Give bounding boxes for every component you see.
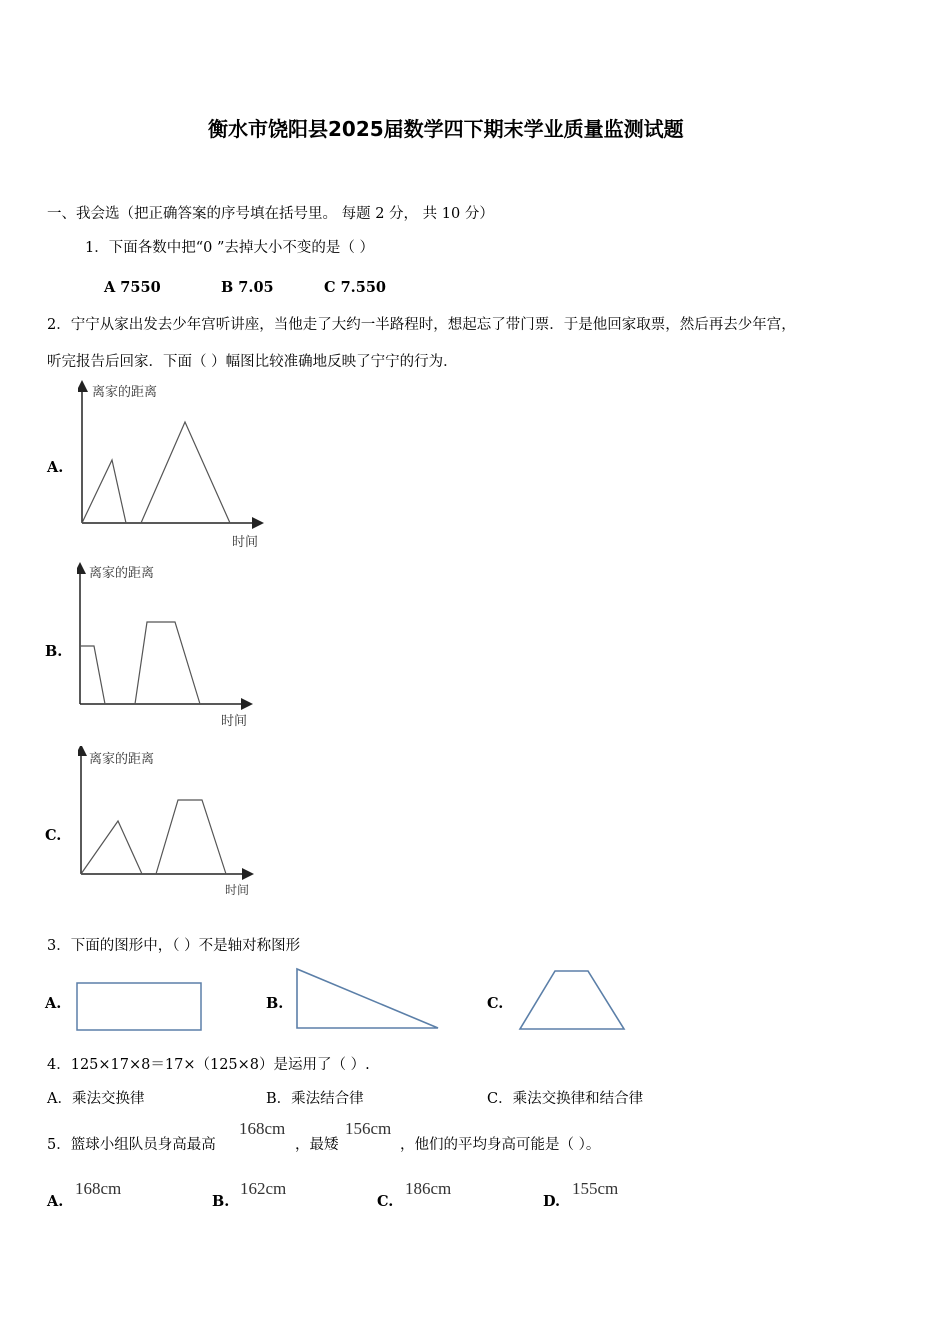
graph-line: [156, 800, 226, 874]
q5-label-b: B.: [212, 1193, 230, 1210]
q2-label-a: A.: [47, 459, 64, 476]
q3-label-a: A.: [45, 995, 62, 1012]
q4-option-a: A．乘法交换律: [47, 1091, 145, 1107]
y-axis-label: 离家的距离: [92, 385, 158, 400]
graph-line: [135, 622, 200, 704]
graph-line: [82, 460, 126, 523]
x-axis-label: 时间: [221, 714, 248, 729]
q3-label-c: C.: [487, 995, 504, 1012]
graph-a: [78, 380, 268, 552]
question-2-line-1: 2．宁宁从家出发去少年宫听讲座，当他走了大约一半路程时，想起忘了带门票．于是他回家取票，然后再去少年宫，: [47, 317, 796, 333]
q4-option-b: B．乘法结合律: [266, 1091, 364, 1107]
q5-option-c-value: 186cm: [405, 1179, 452, 1198]
graph-line: [81, 821, 142, 874]
graph-line: [80, 646, 105, 704]
q5-label-c: C.: [377, 1193, 394, 1210]
q5-option-a-value: 168cm: [75, 1179, 122, 1198]
question-3-text: 3．下面的图形中，（ ）不是轴对称图形: [47, 938, 301, 954]
q2-label-b: B.: [45, 643, 63, 660]
q5-option-d-value: 155cm: [572, 1179, 619, 1198]
question-1-text: 1．下面各数中把“0 ”去掉大小不变的是（ ）: [85, 240, 374, 256]
q3-label-b: B.: [266, 995, 284, 1012]
q2-label-c: C.: [45, 827, 62, 844]
page-title: 衡水市饶阳县2025届数学四下期末学业质量监测试题: [208, 117, 684, 141]
q5-option-b-value: 162cm: [240, 1179, 287, 1198]
question-4-text: 4．125×17×8＝17×（125×8）是运用了（ ）.: [47, 1057, 370, 1073]
q5-max-height: 168cm: [239, 1119, 286, 1138]
graph-line: [141, 422, 230, 523]
q5-min-height: 156cm: [345, 1119, 392, 1138]
q4-option-c: C．乘法交换律和结合律: [487, 1091, 644, 1107]
section-heading: 一、我会选（把正确答案的序号填在括号里。 每题 2 分， 共 10 分）: [47, 206, 494, 222]
question-5-part-1: 5．篮球小组队员身高最高: [47, 1137, 216, 1153]
y-axis-label: 离家的距离: [89, 566, 155, 581]
right-triangle-shape: [294, 966, 444, 1034]
question-2-line-2: 听完报告后回家．下面（ ）幅图比较准确地反映了宁宁的行为．: [47, 354, 458, 370]
q5-label-d: D.: [543, 1193, 561, 1210]
x-axis-label: 时间: [232, 535, 259, 550]
q5-label-a: A.: [47, 1193, 64, 1210]
question-5-part-3: ，他们的平均身高可能是（ ）。: [400, 1137, 601, 1153]
rectangle-shape: [74, 980, 206, 1035]
q1-option-b: B 7.05: [221, 279, 274, 296]
question-5-part-2: ，最矮: [295, 1137, 339, 1153]
q1-option-c: C 7.550: [324, 279, 386, 296]
y-axis-label: 离家的距离: [89, 752, 155, 767]
graph-c: [78, 746, 258, 901]
trapezoid-shape: [517, 968, 629, 1034]
x-axis-label: 时间: [225, 883, 250, 897]
q1-option-a: A 7550: [104, 279, 161, 296]
graph-b: [77, 562, 257, 732]
